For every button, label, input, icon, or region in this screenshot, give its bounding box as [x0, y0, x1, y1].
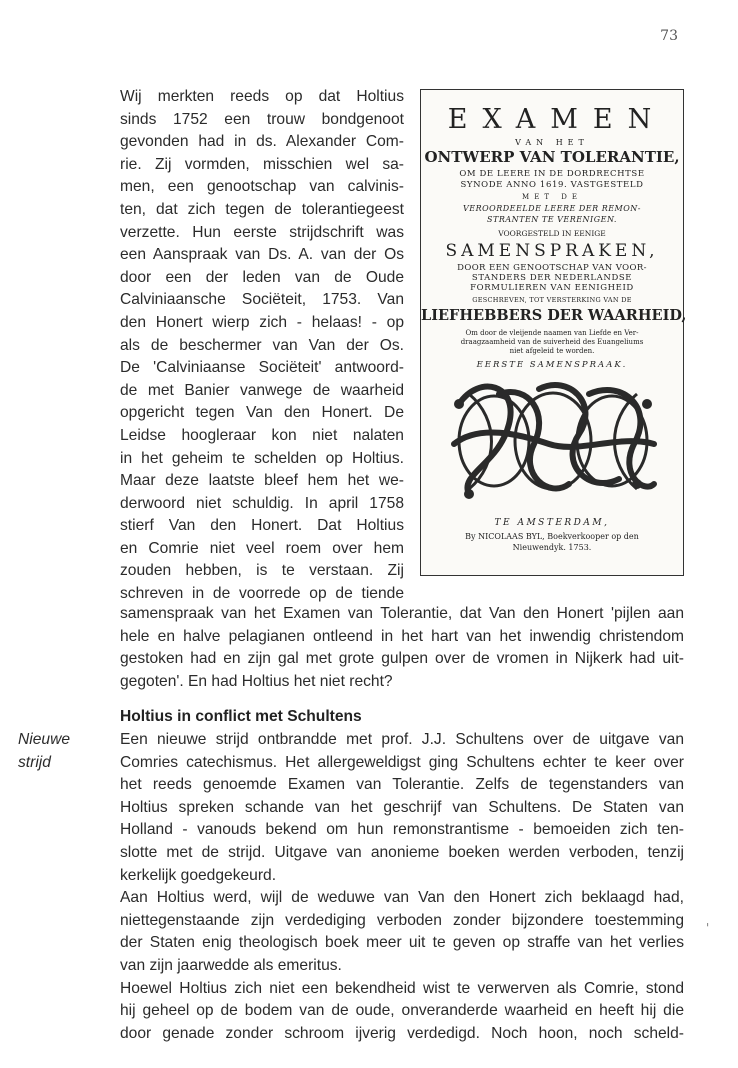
text-line: en Comrie niet veel roem over hem — [120, 539, 404, 557]
title-examen: EXAMEN — [447, 104, 667, 135]
text-line: opgericht tegen Van den Honert. De — [120, 404, 404, 422]
title-subtitle-line: Om door de vleijende naamen van Liefde en Ver- — [465, 329, 639, 337]
text-line: schreven in de voorrede op de tiende — [120, 585, 404, 603]
text-line: slotte met de strijd. Uitgave van anonieme boeken werden verboden, tenzij — [120, 843, 684, 861]
text-line: als de beschermer van Van der Os. — [120, 336, 404, 354]
title-te-amsterdam: TE AMSTERDAM, — [494, 518, 610, 528]
title-stranten: STRANTEN TE VERENIGEN. — [487, 215, 617, 224]
title-eerste-samenspraak: EERSTE SAMENSPRAAK. — [476, 360, 628, 370]
text-line: gegoten'. En had Holtius het niet recht? — [120, 672, 393, 690]
text-line: Comries catechismus. Het allergeweldigst ging Schultens echter te keer over — [120, 753, 684, 771]
page-number: 73 — [660, 28, 678, 44]
text-line: men, een genootschap van calvinis- — [120, 178, 404, 196]
title-door-line: DOOR EEN GENOOTSCHAP VAN VOOR- — [457, 263, 647, 273]
title-veroordeelde: VEROORDEELDE LEERE DER REMON- — [462, 204, 642, 213]
text-line: Holtius spreken schande van het geschrijf van Schultens. De Staten van — [120, 798, 684, 816]
text-line: Wij merkten reeds op dat Holtius — [120, 88, 404, 105]
text-line: de met Banier vanwege de waarheid — [120, 381, 404, 399]
text-line: rie. Zij vormden, misschien wel sa- — [120, 155, 404, 173]
text-line: het reeds genoemde Examen van Tolerantie. Zelfs de tegenstanders van — [120, 776, 684, 794]
text-line: door genade zonder schroom ijverig verdedigd. Noch hoon, noch scheld- — [120, 1024, 684, 1042]
intro-continuation — [120, 603, 684, 693]
text-line: derwoord niet schuldig. In april 1758 — [120, 494, 404, 512]
text-line: kerkelijk goedgekeurd. — [120, 866, 277, 884]
title-geschreven: GESCHREVEN, TOT VERSTERKING VAN DE — [472, 296, 632, 304]
title-subtitle-line: draagzaamheid van de suiverheid des Euangeliums — [460, 338, 644, 346]
text-line: Leidse hoogleraar kon niet nalaten — [120, 426, 404, 444]
section-heading: Holtius in conflict met Schultens — [120, 708, 362, 725]
text-line: Holland - vanouds bekend om hun remonstrantisme - bemoeiden zich ten- — [120, 821, 684, 839]
title-address: Nieuwendyk. 1753. — [512, 543, 592, 552]
title-voorgesteld: VOORGESTELD IN EENIGE — [498, 229, 606, 238]
section-body — [120, 729, 684, 1045]
text-line: stierf Van den Honert. Dat Holtius — [120, 517, 404, 535]
text-line: Hoewel Holtius zich niet een bekendheid wist te verwerven als Comrie, stond — [120, 979, 684, 997]
title-subtitle-line: niet afgeleid te worden. — [509, 347, 595, 355]
text-line: Een nieuwe strijd ontbrandde met prof. J.J. Schultens over de uitgave van — [120, 731, 684, 748]
text-line: gestoken had en zijn gal met grote gulpen over de vromen in Nijkerk had uit- — [120, 650, 684, 668]
ornamental-monogram — [439, 374, 667, 508]
stray-mark: ' — [706, 921, 710, 935]
title-liefhebbers: LIEFHEBBERS DER WAARHEID, — [421, 307, 687, 324]
title-synode: SYNODE ANNO 1619. VASTGESTELD — [460, 180, 644, 190]
text-line: zouden hebben, is te verstaan. Zij — [120, 562, 404, 580]
margin-note-line: Nieuwe — [18, 731, 71, 748]
title-met-de: MET DE — [522, 193, 582, 201]
text-line: De 'Calviniaanse Sociëteit' antwoord- — [120, 359, 404, 377]
text-line: gevonden had in ds. Alexander Com- — [120, 133, 404, 151]
text-line: in het geheim te schelden op Holtius. — [120, 449, 404, 467]
margin-note-line: strijd — [18, 753, 51, 771]
text-line: samenspraak van het Examen van Tolerantie, dat Van den Honert 'pijlen aan — [120, 605, 684, 622]
title-door-line: STANDERS DER NEDERLANDSE — [471, 273, 633, 283]
text-line: ten, dat zich tegen de tolerantiegeest — [120, 200, 404, 218]
title-van-het: VAN HET — [515, 138, 589, 147]
text-line: der Staten enig theologisch boek meer uit te geven op straffe van het verlies — [120, 934, 684, 952]
text-line: Calviniaansche Sociëteit, 1753. Van — [120, 291, 404, 309]
title-page-facsimile — [420, 89, 687, 576]
title-ontwerp: ONTWERP VAN TOLERANTIE, — [424, 148, 680, 166]
text-line: door een der leden van de Oude — [120, 268, 404, 286]
intro-paragraph — [120, 86, 404, 606]
text-line: van zijn jaarwedde als emeritus. — [120, 956, 342, 974]
text-line: hij geheel op de bodem van de oude, onveranderde waarheid en heeft hij die — [120, 1002, 684, 1020]
title-samenspraken: SAMENSPRAKEN, — [445, 241, 659, 261]
text-line: verzette. Hun eerste strijdschrift was — [120, 223, 404, 241]
text-line: niettegenstaande zijn verdediging verboden zonder bijzondere toestemming — [120, 911, 684, 929]
title-door-line: FORMULIEREN VAN EENIGHEID — [470, 283, 634, 293]
margin-note — [18, 729, 108, 774]
text-line: sinds 1752 een trouw bondgenoot — [120, 110, 404, 128]
title-printer: By NICOLAAS BYL, Boekverkooper op den — [465, 532, 639, 541]
text-line: Aan Holtius werd, wijl de weduwe van Van den Honert zich beklaagd had, — [120, 889, 684, 907]
text-line: hele en halve pelagianen ontleend in het hart van het inwendig christendom — [120, 627, 684, 645]
title-om-de-leere: OM DE LEERE IN DE DORDRECHTSE — [459, 169, 645, 179]
text-line: Maar deze laatste bleef hem het we- — [120, 472, 404, 490]
text-line: een Aanspraak van Ds. A. van der Os — [120, 246, 404, 264]
text-line: den Honert wierp zich - helaas! - op — [120, 313, 404, 331]
